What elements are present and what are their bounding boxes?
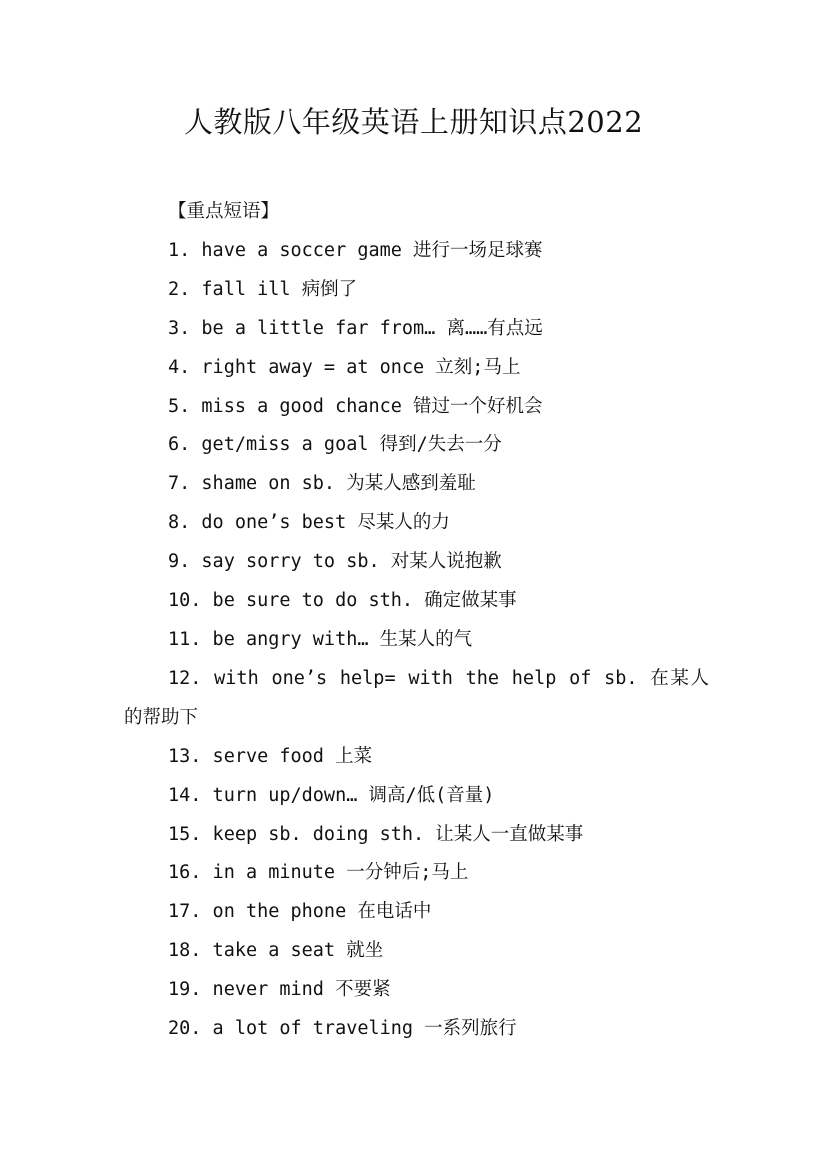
phrase-item: 10. be sure to do sth. 确定做某事 (168, 590, 517, 612)
phrase-item: 12. with one’s help= with the help of sb. 在某人的帮助下 (124, 667, 709, 728)
phrase-item: 5. miss a good chance 错过一个好机会 (168, 395, 543, 417)
phrase-item: 13. serve food 上菜 (168, 745, 373, 767)
phrase-item: 3. be a little far from… 离……有点远 (168, 317, 543, 339)
phrase-item: 17. on the phone 在电话中 (168, 901, 432, 923)
phrase-item: 4. right away = at once 立刻;马上 (168, 356, 521, 378)
phrase-item: 1. have a soccer game 进行一场足球赛 (168, 239, 543, 261)
phrase-item: 2. fall ill 病倒了 (168, 278, 358, 300)
phrase-item: 16. in a minute 一分钟后;马上 (168, 862, 469, 884)
phrase-item: 6. get/miss a goal 得到/失去一分 (168, 434, 502, 456)
phrase-item: 19. never mind 不要紧 (168, 979, 391, 1001)
phrase-item: 20. a lot of traveling 一系列旅行 (168, 1018, 517, 1040)
phrase-item: 11. be angry with… 生某人的气 (168, 628, 473, 650)
phrase-item: 9. say sorry to sb. 对某人说抱歉 (168, 551, 502, 573)
phrase-item: 7. shame on sb. 为某人感到羞耻 (168, 473, 476, 495)
page-title: 人教版八年级英语上册知识点2022 (183, 105, 644, 139)
document-body (124, 193, 709, 1049)
section-heading: 【重点短语】 (168, 201, 280, 222)
phrase-item: 18. take a seat 就坐 (168, 940, 384, 962)
phrase-item: 8. do one’s best 尽某人的力 (168, 512, 450, 534)
phrase-item: 14. turn up/down… 调高/低(音量) (168, 784, 495, 806)
phrase-item: 15. keep sb. doing sth. 让某人一直做某事 (168, 823, 584, 845)
